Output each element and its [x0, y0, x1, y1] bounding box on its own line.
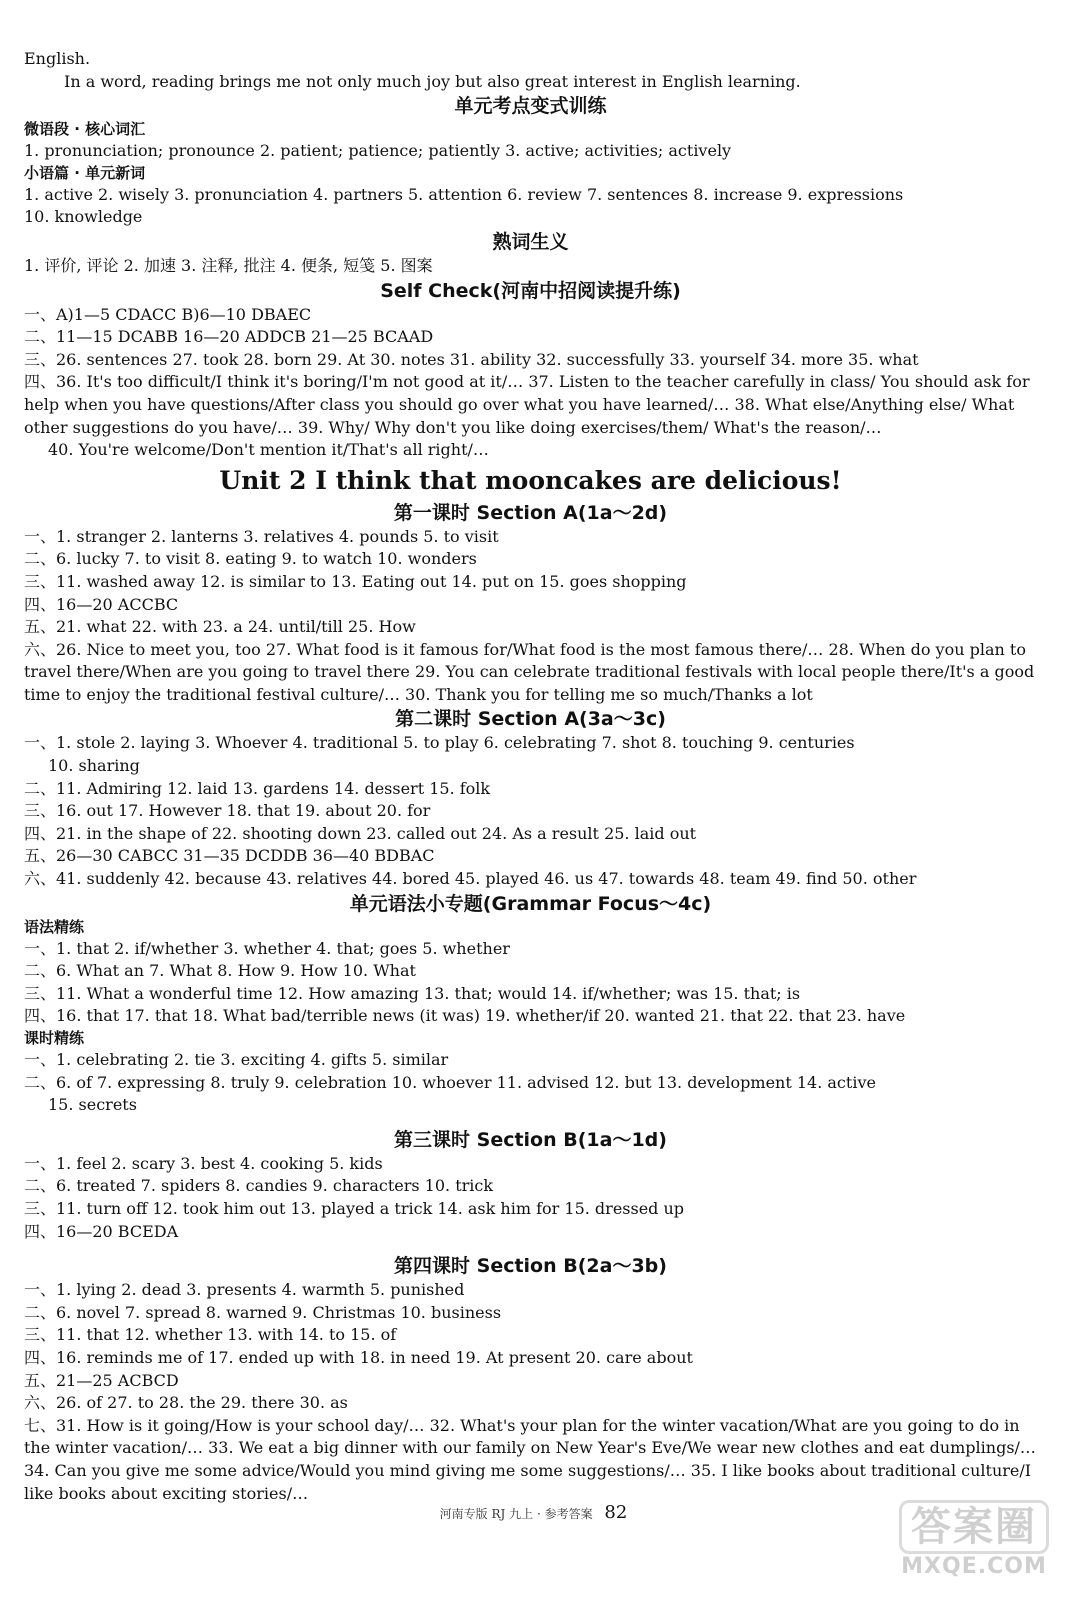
- answer-line: 三、11. What a wonderful time 12. How amazing 13. that; would 14. if/whether; was 15. that; is: [24, 983, 801, 1003]
- answer-line: 五、26—30 CABCC 31—35 DCDDB 36—40 BDBAC: [24, 846, 435, 866]
- intro-line: English.: [24, 49, 91, 68]
- page-number: 82: [604, 1502, 628, 1523]
- answer-line: 二、6. treated 7. spiders 8. candies 9. characters 10. trick: [24, 1176, 494, 1196]
- answer-line: 1. active 2. wisely 3. pronunciation 4. partners 5. attention 6. review 7. sentences 8. increase 9. expressions: [24, 184, 904, 204]
- answer-line: 一、1. feel 2. scary 3. best 4. cooking 5. kids: [24, 1153, 383, 1173]
- section-title: Self Check(河南中招阅读提升练): [380, 279, 681, 302]
- answer-line: 六、26. of 27. to 28. the 29. there 30. as: [24, 1393, 348, 1413]
- section-title: 单元语法小专题(Grammar Focus～4c): [349, 892, 712, 915]
- answer-line: 三、11. that 12. whether 13. with 14. to 15. of: [24, 1325, 397, 1345]
- answer-line: 七、31. How is it going/How is your school day/… 32. What's your plan for the winter vacation/What are you going to do in the winter vacation/… 33. We eat a big dinner with our family on New Year's Eve/We wear new clothes and eat dumplings/… 34. Can you give me some advice/Would you mind giving me some suggestions/… 35. I like books about traditional culture/I like books about exciting stories/…: [24, 1415, 1036, 1503]
- answer-line: 一、1. stranger 2. lanterns 3. relatives 4. pounds 5. to visit: [24, 526, 499, 546]
- answer-line: 四、16. reminds me of 17. ended up with 18. in need 19. At present 20. care about: [24, 1347, 693, 1367]
- section-title: 第三课时 Section B(1a～1d): [394, 1128, 667, 1151]
- answer-line: 一、1. celebrating 2. tie 3. exciting 4. gifts 5. similar: [24, 1050, 449, 1069]
- answer-line: 五、21—25 ACBCD: [24, 1370, 179, 1390]
- watermark-url: MXQE.COM: [901, 1554, 1047, 1579]
- answer-line: 五、21. what 22. with 23. a 24. until/till 25. How: [24, 617, 416, 637]
- answer-line: 六、26. Nice to meet you, too 27. What food is it famous for/What food is the most famous there/… 28. When do you plan to travel there/When are you going to travel there 29. You can celebrate traditional festivals with local people there/It's a good time to enjoy the traditional festival culture/… 30. Thank you for telling me so much/Thanks a lot: [24, 639, 1035, 704]
- subsection-title: 语法精练: [24, 917, 85, 936]
- section-title: 第四课时 Section B(2a～3b): [394, 1255, 667, 1278]
- answer-line: 一、1. lying 2. dead 3. presents 4. warmth 5. punished: [24, 1280, 465, 1300]
- answer-line: 六、41. suddenly 42. because 43. relatives 44. bored 45. played 46. us 47. towards 48. team 49. find 50. other: [24, 869, 917, 889]
- answer-line: 1. pronunciation; pronounce 2. patient; patience; patiently 3. active; activities; actively: [24, 141, 732, 161]
- answer-line: 15. secrets: [48, 1095, 137, 1115]
- watermark-title: 答案圈: [899, 1500, 1049, 1554]
- answer-line: 10. knowledge: [24, 207, 143, 227]
- answer-line: 三、26. sentences 27. took 28. born 29. At 30. notes 31. ability 32. successfully 33. yourself 34. more 35. what: [24, 349, 919, 369]
- unit-title: Unit 2 I think that mooncakes are delicious!: [219, 465, 842, 495]
- subsection-title: 小语篇 · 单元新词: [24, 163, 146, 182]
- intro-line: In a word, reading brings me not only much joy but also great interest in English learning.: [64, 71, 801, 91]
- answer-line: 四、16—20 ACCBC: [24, 594, 179, 614]
- answer-line: 四、16. that 17. that 18. What bad/terrible news (it was) 19. whether/if 20. wanted 21. that 22. that 23. have: [24, 1006, 906, 1026]
- answer-line: 10. sharing: [48, 756, 140, 776]
- answer-line: 1. 评价, 评论 2. 加速 3. 注释, 批注 4. 便条, 短笺 5. 图案: [24, 255, 433, 275]
- answer-line: 二、11. Admiring 12. laid 13. gardens 14. dessert 15. folk: [24, 778, 491, 798]
- section-title: 熟词生义: [492, 230, 569, 253]
- answer-line: 四、16—20 BCEDA: [24, 1221, 179, 1241]
- subsection-title: 课时精练: [24, 1029, 85, 1047]
- answer-line: 二、11—15 DCABB 16—20 ADDCB 21—25 BCAAD: [24, 327, 434, 347]
- section-title: 单元考点变式训练: [454, 95, 607, 118]
- answer-line: 二、6. novel 7. spread 8. warned 9. Christmas 10. business: [24, 1302, 502, 1322]
- answer-line: 一、1. stole 2. laying 3. Whoever 4. traditional 5. to play 6. celebrating 7. shot 8. touching 9. centuries: [24, 733, 855, 753]
- answer-line: 一、A)1—5 CDACC B)6—10 DBAEC: [24, 304, 312, 324]
- answer-line: 四、21. in the shape of 22. shooting down 23. called out 24. As a result 25. laid out: [24, 823, 697, 843]
- answer-line: 二、6. of 7. expressing 8. truly 9. celebration 10. whoever 11. advised 12. but 13. development 14. active: [24, 1072, 876, 1092]
- answer-line: 三、11. washed away 12. is similar to 13. Eating out 14. put on 15. goes shopping: [24, 571, 687, 591]
- answer-line: 一、1. that 2. if/whether 3. whether 4. that; goes 5. whether: [24, 938, 510, 958]
- answer-line: 三、11. turn off 12. took him out 13. played a trick 14. ask him for 15. dressed up: [24, 1198, 685, 1218]
- answer-line: 二、6. What an 7. What 8. How 9. How 10. What: [24, 961, 416, 981]
- answer-line: 40. You're welcome/Don't mention it/That's all right/…: [48, 440, 489, 460]
- subsection-title: 微语段 · 核心词汇: [24, 120, 146, 139]
- answer-line: 四、36. It's too difficult/I think it's boring/I'm not good at it/… 37. Listen to the teacher carefully in class/ You should ask for help when you have questions/After class you should go over what you have learned/… 38. What else/Anything else/ What other suggestions do you have/… 39. Why/ Why don't you like doing exercises/them/ What's the reason/…: [24, 372, 1030, 437]
- section-title: 第二课时 Section A(3a～3c): [395, 708, 666, 731]
- footer-label: 河南专版 RJ 九上 · 参考答案: [439, 1507, 593, 1521]
- section-title: 第一课时 Section A(1a～2d): [393, 501, 668, 524]
- watermark-logo: [899, 1500, 1049, 1588]
- answer-line: 三、16. out 17. However 18. that 19. about 20. for: [24, 801, 431, 821]
- answer-line: 二、6. lucky 7. to visit 8. eating 9. to watch 10. wonders: [24, 549, 477, 569]
